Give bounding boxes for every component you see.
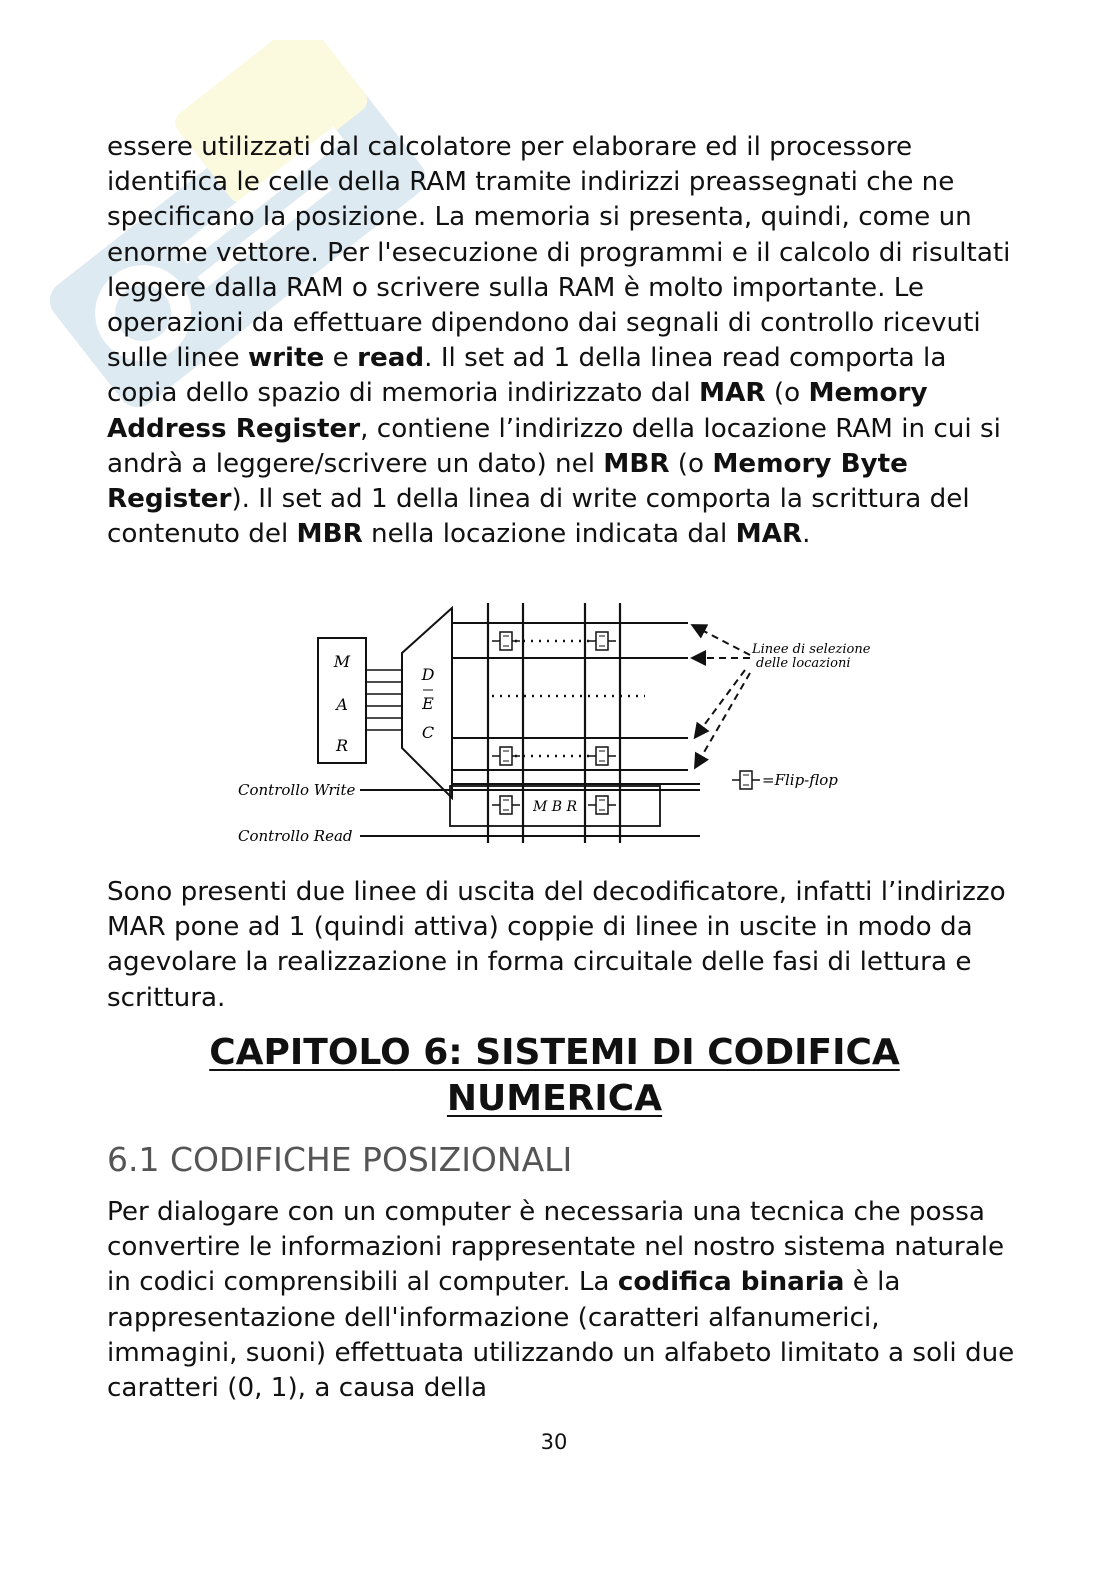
- chapter-title: [107, 1030, 1002, 1122]
- mbr-flip-flop: [492, 796, 520, 814]
- memory-diagram: [230, 598, 890, 860]
- selection-label-2: delle locazioni: [756, 656, 851, 671]
- flip-flop-legend-label: =Flip-flop: [762, 771, 838, 789]
- paragraph-binary-coding: Per dialogare con un computer è necessaria una tecnica che possa convertire le informazioni rappresentate nel nostro sistema naturale in codici comprensibili al computer. La codifica binaria è la rappresentazione dell'informazione (caratteri alfanumerici, immagini, suoni) effettuata utilizzando un alfabeto limitato a soli due caratteri (0, 1), a causa della: [107, 1197, 1015, 1404]
- mbr-label: M B R: [532, 799, 578, 815]
- flip-flop-cell: [492, 747, 520, 765]
- dec-letter-e: E: [422, 694, 434, 713]
- mar-letter-m: M: [333, 652, 351, 671]
- chapter-title-line-2: NUMERICA: [446, 1078, 663, 1119]
- flip-flop-cell: [588, 747, 616, 765]
- chapter-title-line-1: CAPITOLO 6: SISTEMI DI CODIFICA: [209, 1032, 900, 1073]
- word-lines: [452, 623, 700, 784]
- dec-letter-d: D: [421, 665, 435, 684]
- flip-flop-cell: [588, 632, 616, 650]
- selection-label-1: Linee di selezione: [752, 642, 871, 657]
- paragraph-decoder: Sono presenti due linee di uscita del decodificatore, infatti l’indirizzo MAR pone ad 1 (quindi attiva) coppie di linee in uscite in modo da agevolare la realizzazione in forma circuitale delle fasi di lettura e scrittura.: [107, 877, 1006, 1013]
- page-number: 30: [540, 1430, 568, 1454]
- dec-letter-c: C: [421, 723, 435, 742]
- flip-flop-legend-icon: [732, 771, 760, 789]
- mbr-flip-flop: [588, 796, 616, 814]
- section-title: 6.1 CODIFICHE POSIZIONALI: [107, 1140, 573, 1179]
- selection-arrows: [694, 626, 750, 766]
- mar-letter-r: R: [335, 736, 349, 755]
- address-bus: [366, 670, 402, 730]
- mar-letter-a: A: [336, 695, 348, 714]
- write-control-label: Controllo Write: [238, 781, 356, 799]
- flip-flop-cell: [492, 632, 520, 650]
- paragraph-memory-ram: essere utilizzati dal calcolatore per elaborare ed il processore identifica le celle della RAM tramite indirizzi preassegnati che ne specificano la posizione. La memoria si presenta, quindi, come un enorme vettore. Per l'esecuzione di programmi e il calcolo di risultati leggere dalla RAM o scrivere sulla RAM è molto importante. Le operazioni da effettuare dipendono dai segnali di controllo ricevuti sulle linee write e read. Il set ad 1 della linea read comporta la copia dello spazio di memoria indirizzato dal MAR (o Memory Address Register, contiene l’indirizzo della locazione RAM in cui si andrà a leggere/scrivere un dato) nel MBR (o Memory Byte Register). Il set ad 1 della linea di write comporta la scrittura del contenuto del MBR nella locazione indicata dal MAR.: [107, 132, 1011, 550]
- read-control-label: Controllo Read: [238, 827, 353, 845]
